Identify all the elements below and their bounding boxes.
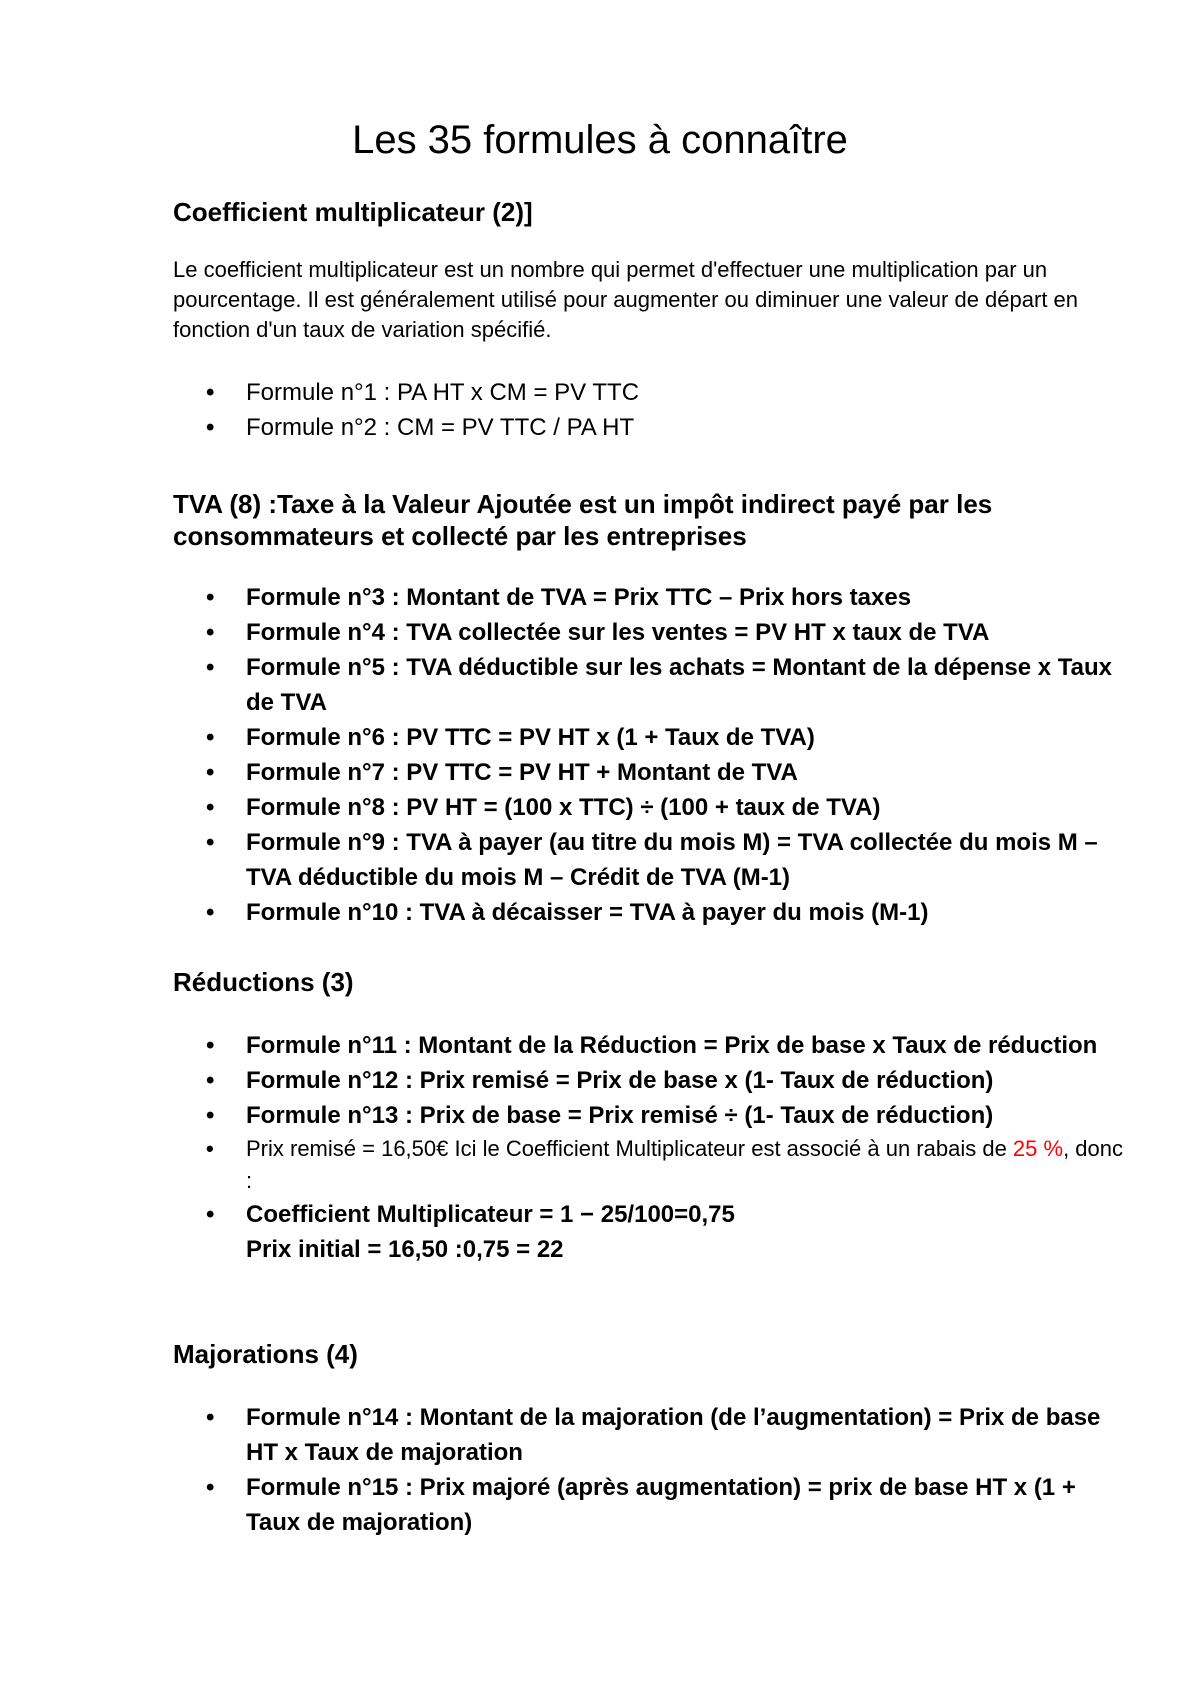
- list-item: • Formule n°5 : TVA déductible sur les achats = Montant de la dépense x Taux de TVA: [246, 650, 1126, 720]
- list-item: • Formule n°6 : PV TTC = PV HT x (1 + Taux de TVA): [246, 720, 1126, 755]
- example-calc-line-2: Prix initial = 16,50 :0,75 = 22: [246, 1236, 564, 1263]
- list-item: • Formule n°1 : PA HT x CM = PV TTC: [246, 375, 1126, 410]
- majorations-formula-list: [246, 1400, 1126, 1540]
- coefficient-paragraph: Le coefficient multiplicateur est un nombre qui permet d'effectuer une multiplication par un pourcentage. Il est généralement utilisé pour augmenter ou diminuer une valeur de départ en fonction d'un taux de variation spécifié.: [173, 257, 1079, 342]
- list-item: • Formule n°9 : TVA à payer (au titre du mois M) = TVA collectée du mois M – TVA déductible du mois M – Crédit de TVA (M-1): [246, 825, 1126, 895]
- section-heading-tva: [173, 488, 1123, 552]
- list-item: • Formule n°12 : Prix remisé = Prix de base x (1- Taux de réduction): [246, 1063, 1126, 1098]
- list-item: • Formule n°13 : Prix de base = Prix remisé ÷ (1- Taux de réduction): [246, 1098, 1126, 1133]
- list-item: • Formule n°2 : CM = PV TTC / PA HT: [246, 410, 1126, 445]
- section-heading-coefficient: Coefficient multiplicateur (2)]: [173, 197, 533, 227]
- list-item: • Formule n°3 : Montant de TVA = Prix TTC – Prix hors taxes: [246, 580, 1126, 615]
- coefficient-formula-list: [246, 375, 1126, 445]
- reduction-example-item: [246, 1133, 1126, 1197]
- list-item: • Formule n°10 : TVA à décaisser = TVA à payer du mois (M-1): [246, 895, 1126, 930]
- reduction-calculation-item: [246, 1197, 1126, 1267]
- list-item: • Formule n°7 : PV TTC = PV HT + Montant de TVA: [246, 755, 1126, 790]
- document-title: Les 35 formules à connaître: [352, 118, 848, 162]
- list-item: • Formule n°15 : Prix majoré (après augmentation) = prix de base HT x (1 + Taux de majoration): [246, 1470, 1126, 1540]
- list-item: • Formule n°14 : Montant de la majoration (de l’augmentation) = Prix de base HT x Taux de majoration: [246, 1400, 1126, 1470]
- list-item: • Formule n°8 : PV HT = (100 x TTC) ÷ (100 + taux de TVA): [246, 790, 1126, 825]
- list-item: • Formule n°4 : TVA collectée sur les ventes = PV HT x taux de TVA: [246, 615, 1126, 650]
- example-text-pre: Prix remisé = 16,50€ Ici le Coefficient Multiplicateur est associé à un rabais de: [246, 1136, 1013, 1161]
- reductions-formula-list: [246, 1028, 1126, 1267]
- section-heading-reductions: Réductions (3): [173, 967, 354, 997]
- list-item: • Formule n°11 : Montant de la Réduction = Prix de base x Taux de réduction: [246, 1028, 1126, 1063]
- example-text-post: , donc :: [246, 1136, 1124, 1193]
- tva-heading-bold: TVA (8): [173, 489, 262, 519]
- tva-heading-rest: :Taxe à la Valeur Ajoutée est un impôt indirect payé par les consommateurs et collecté par les entreprises: [173, 489, 993, 551]
- tva-formula-list: [246, 580, 1126, 930]
- example-highlight: 25 %: [1012, 1136, 1064, 1161]
- example-calc-line-1: • Coefficient Multiplicateur = 1 − 25/100=0,75: [246, 1201, 735, 1228]
- section-heading-majorations: Majorations (4): [173, 1339, 358, 1369]
